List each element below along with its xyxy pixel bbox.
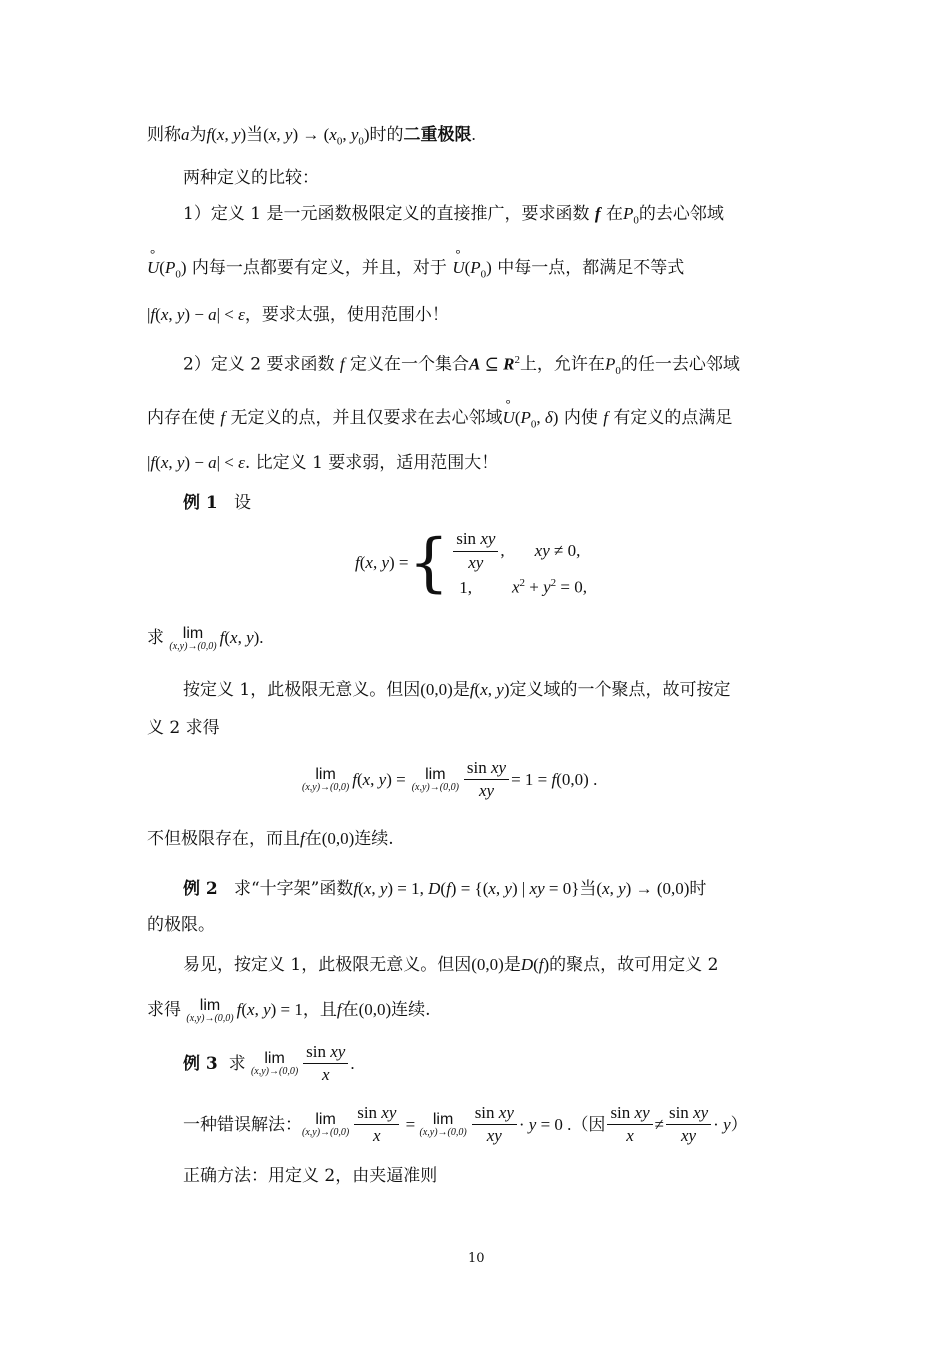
text: ） bbox=[730, 1114, 748, 1135]
text: 上，允许在 bbox=[519, 354, 605, 375]
math: f bbox=[594, 204, 601, 223]
line-def1-meaningless: 按定义 1，此极限无意义。但因(0,0)是f(x, y)定义域的一个聚点，故可按定 bbox=[183, 680, 731, 700]
text: 的聚点，故可用定义 2 bbox=[549, 955, 719, 975]
text: 定义在一个集合 bbox=[350, 354, 469, 375]
text: 内每一点都要有定义，并且，对于 bbox=[191, 258, 447, 278]
text: 的去心邻域 bbox=[638, 204, 724, 224]
limit-equation: lim (x,y)→(0,0) f(x, y) = lim (x,y)→(0,0) $\frac{\text{sin xy}}{xy}$ = 1 = f(0,0) . bbox=[302, 758, 598, 801]
line-double-limit-def: 则称a为f(x, y)当(x, $y) \to (x_0$, $y_0$)时的二重极限. bbox=[147, 125, 476, 148]
line-def2-ineq: |f(x, y) − a| < ε. 比定义 1 要求弱，适用范围大！ bbox=[147, 453, 499, 473]
line-result: 求得 lim (x,y)→(0,0) f(x, y) = 1，且f在(0,0)连续. bbox=[147, 997, 431, 1025]
text: ，要求太强，使用范围小！ bbox=[244, 305, 449, 325]
wrong-solution: 一种错误解法： lim (x,y)→(0,0) $\frac{\text{sin xy}}{x}$ = lim (x,y)→(0,0) $\frac{\text{sin xy}}{xy}$ · y = 0 . （因 $\frac{\text{sin xy}}{x}$ ≠ $\frac{\text{sin xy}}{xy}$ · y ） bbox=[183, 1103, 748, 1146]
example-label: 例 2 bbox=[183, 879, 218, 899]
text: 易见，按定义 1，此极限无意义。但因 bbox=[183, 955, 472, 975]
text: 求 bbox=[147, 628, 164, 649]
line-def1-cont: ° $U(P_0)$ 内每一点都要有定义，并且，对于 ° $U(P_0)$ 中每一点，都满足不等式 bbox=[147, 258, 684, 282]
correct-method: 正确方法：用定义 2，由夹逼准则 bbox=[183, 1166, 438, 1186]
text: 一种错误解法： bbox=[183, 1114, 302, 1135]
text: 无定义的点，并且仅要求在去心邻域 bbox=[230, 408, 503, 428]
text: ，且 bbox=[302, 1000, 337, 1021]
line-def1: 1）定义 1 是一元函数极限定义的直接推广，要求函数 f 在$P_0$的去心邻域 bbox=[183, 204, 724, 227]
text: 是 bbox=[503, 955, 521, 975]
math: ° U bbox=[147, 258, 159, 278]
math: f bbox=[220, 408, 226, 427]
example-2: 例 2 求“十字架”函数f(x, y) = 1, D(f) = {(x, y) | xy = 0}当(x, y) → (0,0)时 bbox=[183, 879, 707, 899]
text: （因 bbox=[571, 1114, 606, 1135]
example-label: 例 1 bbox=[183, 493, 218, 513]
text: 在 bbox=[304, 829, 322, 849]
line-def2-get: 义 2 求得 bbox=[147, 718, 220, 738]
example-1-heading bbox=[183, 493, 251, 513]
text: 内存在使 bbox=[147, 408, 215, 428]
text: 则称 bbox=[147, 125, 181, 145]
line-compare: 两种定义的比较： bbox=[183, 168, 319, 188]
line-limit-tail: 的极限。 bbox=[147, 915, 215, 935]
text: 按定义 1，此极限无意义。但因 bbox=[183, 680, 421, 700]
math: a bbox=[181, 125, 190, 144]
math: P bbox=[622, 204, 634, 223]
text: 是 bbox=[452, 680, 470, 700]
text: 1）定义 1 是一元函数极限定义的直接推广，要求函数 bbox=[183, 204, 590, 224]
text: 当 bbox=[246, 125, 264, 145]
math: f bbox=[339, 354, 345, 374]
text: 2）定义 2 要求函数 bbox=[183, 354, 335, 375]
line-def1-ineq: |f(x, y) − a| < ε，要求太强，使用范围小！ bbox=[147, 305, 449, 325]
piecewise-formula: f(x, y) = { $\frac{\text{sin xy}}{xy}$ , xy ≠ 0, 1, $x^2 + y^2 = 0$, bbox=[355, 526, 587, 600]
text: 求得 bbox=[147, 1000, 181, 1021]
math: ° U bbox=[452, 258, 464, 278]
text: 连续. bbox=[391, 1000, 431, 1021]
text: 设 bbox=[233, 493, 251, 513]
text: . 比定义 1 要求弱，适用范围大！ bbox=[244, 453, 499, 473]
text: 时 bbox=[689, 879, 707, 899]
line-def2: 2）定义 2 要求函数 f 定义在一个集合A ⊆ $R^2$上，允许在$P_0$的任一去心邻域 bbox=[183, 354, 740, 378]
line-def2-cont: 内存在使 f 无定义的点，并且仅要求在去心邻域° $U(P_0$, δ) 内使 f 有定义的点满足 bbox=[147, 408, 732, 432]
page-number: 10 bbox=[468, 1251, 485, 1266]
text: 当 bbox=[579, 879, 597, 899]
text: 为 bbox=[189, 125, 207, 145]
text: 内使 bbox=[563, 408, 598, 428]
math: f bbox=[206, 125, 212, 144]
text: 有定义的点满足 bbox=[613, 408, 733, 428]
line-ask-limit: 求 lim (x,y)→(0,0) f(x, y). bbox=[147, 625, 264, 653]
text: 在 bbox=[341, 1000, 359, 1021]
text: 求 bbox=[228, 1053, 246, 1074]
line-cluster-point: 易见，按定义 1，此极限无意义。但因(0,0)是D(f)的聚点，故可用定义 2 bbox=[183, 955, 719, 975]
text: 求“十字架”函数 bbox=[233, 879, 354, 899]
text: 不但极限存在，而且 bbox=[147, 829, 300, 849]
text: 的任一去心邻域 bbox=[620, 354, 740, 375]
text: 中每一点，都满足不等式 bbox=[497, 258, 685, 278]
text: 在 bbox=[605, 204, 623, 224]
example-3: 例 3 求 lim (x,y)→(0,0) $\frac{\text{sin xy}}{x}$ . bbox=[183, 1042, 355, 1085]
text: 定义域的一个聚点，故可按定 bbox=[509, 680, 731, 700]
bold-term: 二重极限 bbox=[403, 125, 472, 145]
text: 时的 bbox=[369, 125, 404, 145]
line-continuous: 不但极限存在，而且f在(0,0)连续. bbox=[147, 829, 394, 849]
text: 连续. bbox=[354, 829, 394, 849]
example-label: 例 3 bbox=[183, 1053, 218, 1074]
